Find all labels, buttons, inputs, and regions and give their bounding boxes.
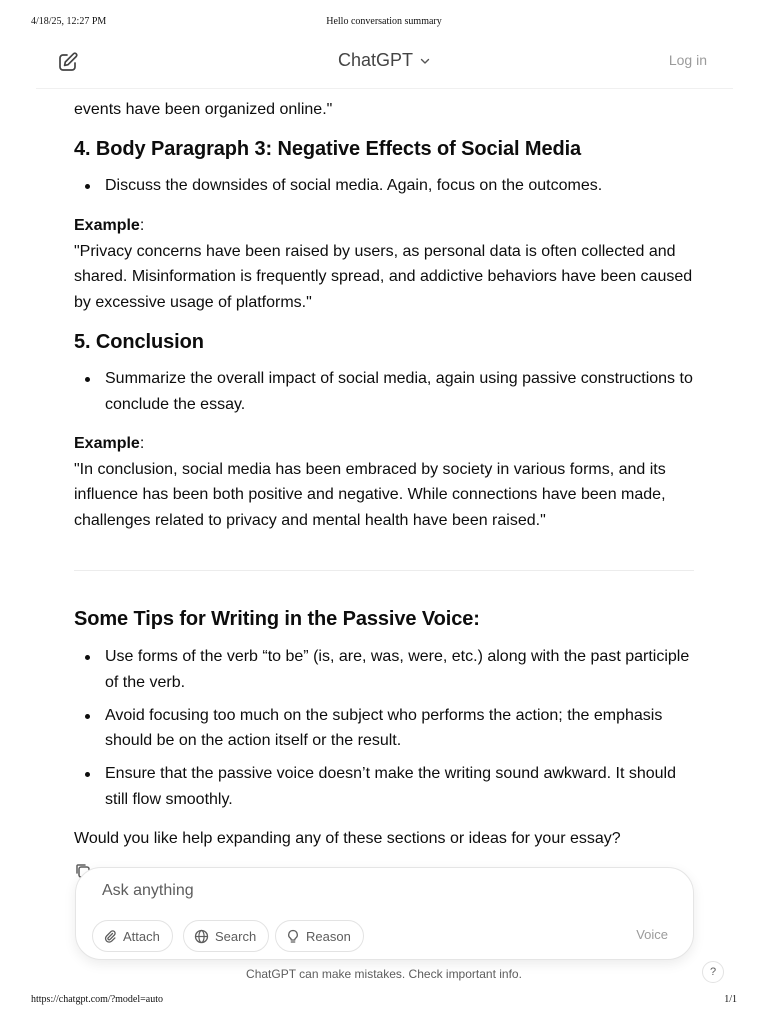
help-button[interactable]: ?	[702, 961, 724, 983]
print-title: Hello conversation summary	[326, 16, 442, 27]
list-item: Avoid focusing too much on the subject who performs the action; the emphasis should be on the action itself or the result.	[74, 703, 694, 754]
section-heading-5: 5. Conclusion	[74, 331, 204, 353]
example-label: Example	[74, 217, 140, 234]
section-5-bullets	[74, 366, 694, 425]
closing-question: Would you like help expanding any of these sections or ideas for your essay?	[74, 830, 621, 847]
prompt-input[interactable]: Ask anything	[102, 882, 194, 899]
lightbulb-icon	[286, 929, 300, 944]
section-4-example: Example: "Privacy concerns have been raised by users, as personal data is often collected and shared. Misinformation is frequently spread, and addictive behaviors have been caused by excessive usage of platforms."	[74, 217, 693, 311]
chevron-down-icon	[419, 51, 431, 72]
section-heading-4: 4. Body Paragraph 3: Negative Effects of Social Media	[74, 138, 582, 160]
login-button[interactable]: Log in	[668, 52, 707, 68]
print-page-number: 1/1	[724, 994, 737, 1005]
globe-icon	[194, 929, 209, 944]
model-label: ChatGPT	[337, 50, 414, 70]
print-footer	[0, 994, 768, 1008]
composer	[75, 867, 694, 960]
attach-label: Attach	[123, 928, 160, 944]
example-text: "Privacy concerns have been raised by users, as personal data is often collected and shared. Misinformation is frequently spread, and addictive behaviors have been caused by excessive usage of platforms."	[74, 242, 693, 311]
print-url: https://chatgpt.com/?model=auto	[31, 994, 164, 1005]
list-item: Use forms of the verb “to be” (is, are, was, were, etc.) along with the past participle of the verb.	[74, 644, 694, 695]
section-5-example: Example: "In conclusion, social media has been embraced by society in various forms, and its influence has been both positive and negative. While connections have been made, challenges related to privacy and mental health have been raised."	[74, 435, 666, 529]
print-header	[0, 16, 768, 30]
print-timestamp: 4/18/25, 12:27 PM	[31, 16, 107, 27]
list-item: Discuss the downsides of social media. Again, focus on the outcomes.	[74, 173, 694, 199]
search-button[interactable]	[183, 920, 269, 952]
model-selector[interactable]	[36, 50, 733, 72]
divider	[74, 570, 694, 571]
section-4-bullets	[74, 173, 694, 206]
top-bar	[36, 38, 733, 88]
attach-button[interactable]	[92, 920, 173, 952]
example-label: Example	[74, 435, 140, 452]
example-text: "In conclusion, social media has been embraced by society in various forms, and its influence has been both positive and negative. While connections have been made, challenges related to privacy and mental health have been raised."	[74, 460, 666, 529]
voice-button[interactable]: Voice	[636, 927, 668, 942]
tips-heading: Some Tips for Writing in the Passive Voice:	[74, 608, 480, 630]
list-item: Ensure that the passive voice doesn’t make the writing sound awkward. It should still flow smoothly.	[74, 761, 694, 812]
disclaimer-text: ChatGPT can make mistakes. Check important info.	[246, 967, 522, 981]
reason-button[interactable]	[275, 920, 364, 952]
reason-label: Reason	[306, 928, 351, 944]
tips-bullets	[74, 644, 694, 820]
search-label: Search	[215, 928, 257, 944]
paperclip-icon	[103, 929, 117, 943]
list-item: Summarize the overall impact of social media, again using passive constructions to conclude the essay.	[74, 366, 694, 417]
previous-example-end: events have been organized online."	[74, 101, 333, 118]
